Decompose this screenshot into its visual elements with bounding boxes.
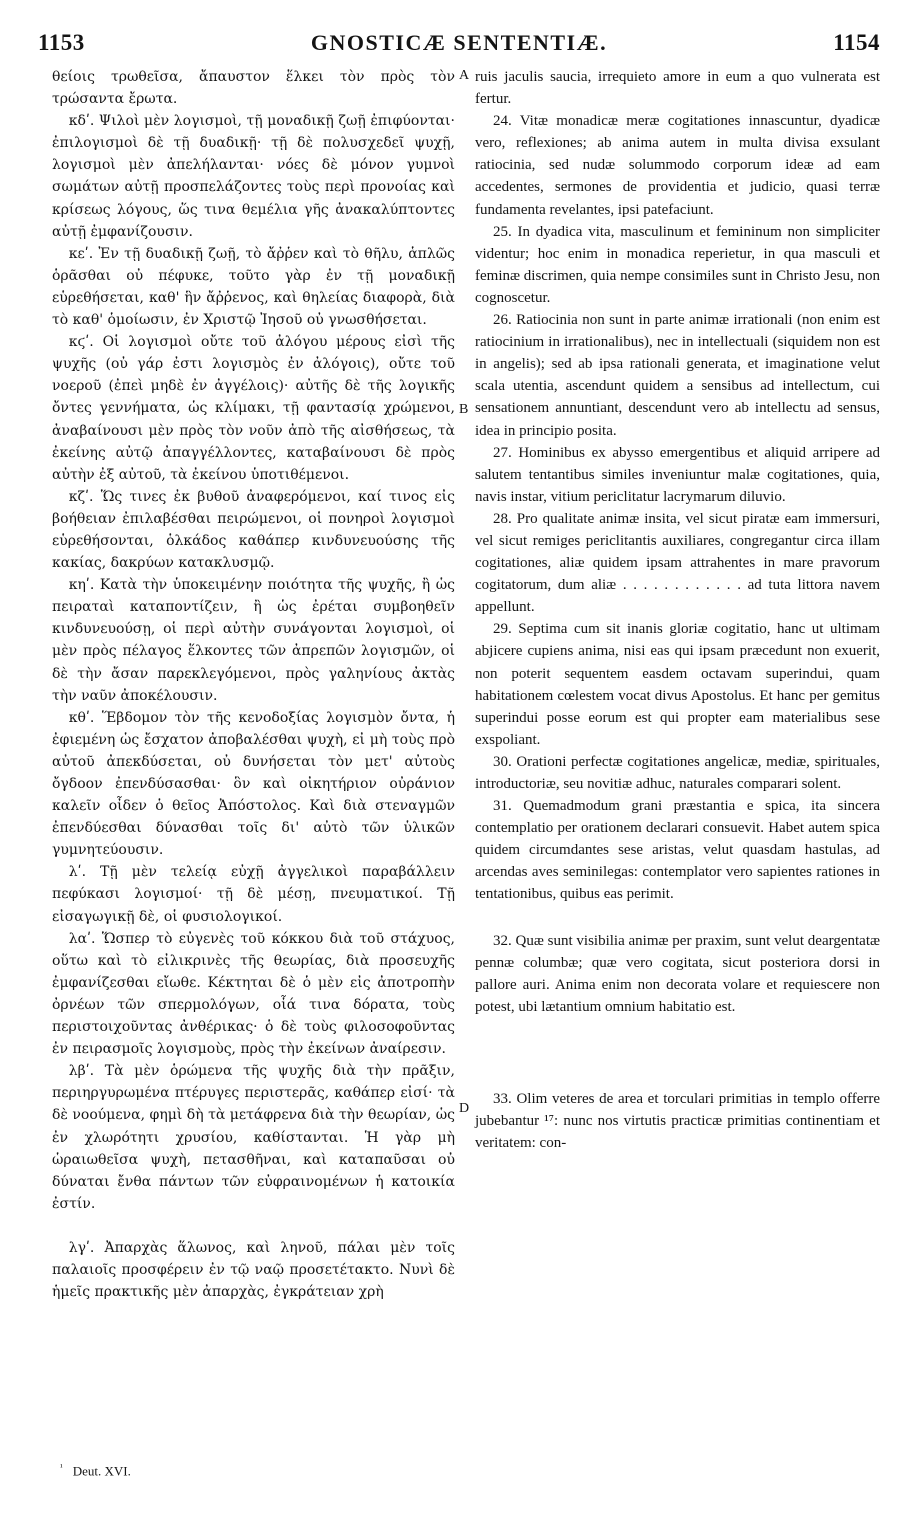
running-header: [38, 30, 880, 62]
greek-paragraph-31: λαʹ. Ὥσπερ τὸ εὐγενὲς τοῦ κόκκου διὰ τοῦ στάχυος, οὕτω καὶ τὸ εἰλικρινὲς τῆς θεωρίας, διὰ προσευχῆς ἐμφανίζεσθαι εἴωθε. Κέκτηται δὲ ὁ μὲν εἰς ἀποτροπὴν ὀρνέων τῶν σπερμολόγων, οἷά τινα δόρατα, τοὺς περιστοιχοῦντας ἀνθέρικας· ὁ δὲ τοὺς φιλοσοφοῦντας ἐν πειρασμοῖς λογισμοὺς, πρὸς τὴν ἐκείνων ἀναίρεσιν.: [52, 930, 455, 1058]
margin-letter-b: B: [459, 402, 469, 417]
latin-paragraph-31: 31. Quemadmodum grani præstantia e spica, ita sincera contemplatio per orationem declarari consuevit. Habet autem spica quidem circumdantes sese aristas, velut quasdam hastulas, ad arcendas aves seminilegas: contemplator vero sapientes rationes in tentationibus, quibus eas perimit.: [475, 798, 880, 903]
greek-paragraph-33: λγʹ. Ἀπαρχὰς ἅλωνος, καὶ ληνοῦ, πάλαι μὲν τοῖς παλαιοῖς προσφέρειν ἐν τῷ ναῷ προσετέτακτο. Νυνὶ δὲ ἡμεῖς πρακτικῆς μὲν ἀπαρχὰς, ἐγκράτειαν χρὴ: [52, 1239, 455, 1301]
latin-paragraph-27: 27. Hominibus ex abysso emergentibus et aliquid arripere ad salutem tentantibus similes inveniuntur malæ cogitationes, quia, navis instar, vitium periclitatur lacrymarum diluvio.: [475, 444, 880, 505]
footnote-text: Deut. XVI.: [72, 1463, 131, 1479]
latin-column: [475, 66, 880, 1154]
greek-paragraph-29: κθʹ. Ἕβδομον τὸν τῆς κενοδοξίας λογισμὸν ὄντα, ἡ ἐφιεμένη ὡς ἔσχατον ἀποβαλέσθαι ψυχὴ, εἰ μὴ τοὺς πρὸ αὐτοῦ ἀπεκδύσεται, οὐ δυνήσεται τὸν μετ' αὐτοὺς ὄγδοον ἐπενδύσασθαι· ὃν καὶ οἰκητήριον οὐράνιον καλεῖν οἶδεν ὁ θεῖος Ἀπόστολος. Καὶ διὰ στεναγμῶν ἐπενδύεσθαι δύνασθαι τοῖς δι' αὐτὸ τῶν ὑλικῶν γυμνητεύουσιν.: [52, 709, 455, 859]
greek-paragraph-25: κεʹ. Ἐν τῇ δυαδικῇ ζωῇ, τὸ ἄῤῥεν καὶ τὸ θῆλυ, ἁπλῶς ὁρᾶσθαι οὐ πέφυκε, τοῦτο γὰρ ἐν τῇ μοναδικῇ εὑρεθήσεται, καθ' ἣν ἄῤῥενος, καὶ θηλείας διαφορὰ, διὰ τὸ καθ' ὁμοίωσιν, ἐν Χριστῷ Ἰησοῦ οὐ γνωσθήσεται.: [52, 245, 455, 329]
greek-paragraph-30: λʹ. Τῇ μὲν τελείᾳ εὐχῇ ἀγγελικοὶ παραβάλλειν πεφύκασι λογισμοί· τῇ δὲ μέσῃ, πνευματικοί. Τῇ εἰσαγωγικῇ δὲ, οἱ φυσιολογικοί.: [52, 864, 455, 925]
running-title: GNOSTICÆ SENTENTIÆ.: [310, 30, 608, 55]
margin-letter-d: D: [459, 1101, 470, 1116]
right-page-number: 1154: [833, 30, 880, 55]
latin-paragraph-29: 29. Septima cum sit inanis gloriæ cogitatio, hanc ut ultimam abjicere cupiens anima, nisi eas qui ipsam præcedunt non exuerit, non poterit sequentem easdem octavam superindui, quam habitationem cœlestem vocat divus Apostolus. Et hanc per gemitus superindui posse eorum est qui propter eam materialibus sese exspoliant.: [475, 621, 880, 748]
margin-letter-a: A: [459, 68, 470, 83]
latin-paragraph-continuation: ruis jaculis saucia, irrequieto amore in eum a quo vulnerata est fertur.: [475, 69, 880, 108]
greek-column: [52, 66, 455, 1303]
greek-paragraph-32: λβʹ. Τὰ μὲν ὁρώμενα τῆς ψυχῆς διὰ τὴν πρᾶξιν, περιηργυρωμένα πτέρυγες περιστερᾶς, καθάπερ εἰσί· τὰ δὲ νοούμενα, φημὶ δὴ τὰ μετάφρενα διὰ τὴν θεωρίαν, ὡς ἐν χλωρότητι χρυσίου, καθίστανται. Ἡ γὰρ μὴ ὡραιωθεῖσα ψυχὴ, πετασθῆναι, καὶ καταπαῦσαι οὐ δύναται ἔνθα πάντων τῶν εὐφραινομένων ἡ κατοικία ἐστίν.: [52, 1063, 455, 1212]
greek-paragraph-26: κϛʹ. Οἱ λογισμοὶ οὔτε τοῦ ἀλόγου μέρους εἰσὶ τῆς ψυχῆς (οὐ γάρ ἐστι λογισμὸς ἐν ἀλόγοις), οὔτε τοῦ νοεροῦ (ἐπεὶ μηδὲ ἐν ἀγγέλοις)· αὐτῆς δὲ τῆς λογικῆς ὄντες γεννήματα, ὡς κλίμακι, τῇ φαντασίᾳ χρώμενοι, ἀναβαίνουσι μὲν πρὸς τὸν νοῦν ἀπὸ τῆς αἰσθήσεως, τὰ ἐκείνης αὐτῷ ἀπαγγέλλοντες, καταβαίνουσι δὲ πρὸς αὐτὴν ἐξ αὐτοῦ, τὰ ἐκείνου ὑποτιθέμενοι.: [52, 334, 455, 483]
greek-paragraph-continuation: θείοις τρωθεῖσα, ἄπαυστον ἕλκει τὸν πρὸς τὸν τρώσαντα ἔρωτα.: [52, 69, 455, 108]
greek-paragraph-28: κηʹ. Κατὰ τὴν ὑποκειμένην ποιότητα τῆς ψυχῆς, ἢ ὡς πειραταὶ καταποντίζειν, ἢ ὡς ἐρέται συμβοηθεῖν κινδυνευούσῃ, οἱ περὶ αὐτὴν συνάγονται λογισμοὶ, οἱ μὲν πρὸς πέλαγος ἕλκοντες τῶν ἀπρεπῶν λογισμῶν, οἱ δὲ τὴν ἄσαν παρεκλεγόμενοι, πρὸς γαληνίους ἀκτὰς τὴν ναῦν ἀποκέλουσιν.: [52, 577, 455, 704]
latin-paragraph-26: 26. Ratiocinia non sunt in parte animæ irrationali (non enim est ratiocinium in irrationalibus), nec in intellectuali (siquidem non est in angelis); sed ab ipsa rationali generata, et imaginatione velut scala utentia, ascendunt quidem a sensibus ad intellectum, cui sensationem annuntiant, descendunt vero ab intellectu ad sensus, idea in principio posita.: [475, 312, 880, 439]
greek-paragraph-27: κζʹ. Ὥς τινες ἐκ βυθοῦ ἀναφερόμενοι, καί τινος εἰς βοήθειαν ἐπιλαβέσθαι πειρώμενοι, οἱ πονηροὶ λογισμοὶ εὑρεθήσονται, ὁλκάδος καθάπερ κινδυνευούσης τῆς κακίας, δακρύων κατακλυσμῷ.: [52, 488, 455, 572]
latin-paragraph-25: 25. In dyadica vita, masculinum et femininum non simpliciter videntur; hoc enim in monadica reperietur, in qua masculi et feminæ discrimen, quia nempe consimiles sunt in Christo Jesu, non cognoscetur.: [475, 223, 880, 306]
left-page-number: 1153: [38, 30, 85, 55]
latin-paragraph-28: 28. Pro qualitate animæ insita, vel sicut piratæ eam immersuri, vel sicut remiges periclitantis auxiliares, congregantur circa illam cogitationes, aliæ quidem ipsam attrahentes in mare pravorum cogitatorum, dum aliæ . . . . . . . . . . . . ad tuta littora navem appellunt.: [475, 510, 880, 616]
latin-paragraph-33: 33. Olim veteres de area et torculari primitias in templo offerre jubebantur ¹⁷: nunc nos virtutis practicæ primitias continentiam et veritatem: con-: [475, 1090, 880, 1152]
latin-paragraph-24: 24. Vitæ monadicæ meræ cogitationes innascuntur, dyadicæ vero, reflexiones; ab anima autem in multa divisa exsulant ratiocinia, sed nudæ solummodo corporum ideæ ad eam accedentes, sermones de providentia et judicio, quasi terræ fundamenta revelantes, ipsi patefaciunt.: [475, 113, 880, 218]
greek-paragraph-24: κδʹ. Ψιλοὶ μὲν λογισμοὶ, τῇ μοναδικῇ ζωῇ ἐπιφύονται· ἐπιλογισμοὶ δὲ τῇ δυαδικῇ· τῇ δὲ πολυσχεδεῖ ψυχῇ, λογισμοὶ μὲν ἀπελήλανται· νόες δὲ μόνον γυμνοὶ σωμάτων αὐτῇ προσπελάζοντες τοὺς περὶ προνοίας καὶ κρίσεως λόγους, ὥς τινα θεμέλια γῆς ἀνακαλύπτοντες αὐτῇ ἐμφανίζουσιν.: [52, 113, 455, 240]
footnote: [60, 1462, 131, 1479]
footnote-marker: ¹: [60, 1462, 63, 1472]
latin-paragraph-30: 30. Orationi perfectæ cogitationes angelicæ, mediæ, spirituales, introductoriæ, seu novitiæ adhuc, naturales comparari solent.: [475, 753, 880, 792]
latin-paragraph-32: 32. Quæ sunt visibilia animæ per praxim, sunt velut deargentatæ pennæ columbæ; quæ vero cogitata, sicut posteriora dorsi in pallore auri. Anima enim non decorata volare et requiescere non potest, ubi lætantium omnium habitatio est.: [475, 932, 880, 1015]
